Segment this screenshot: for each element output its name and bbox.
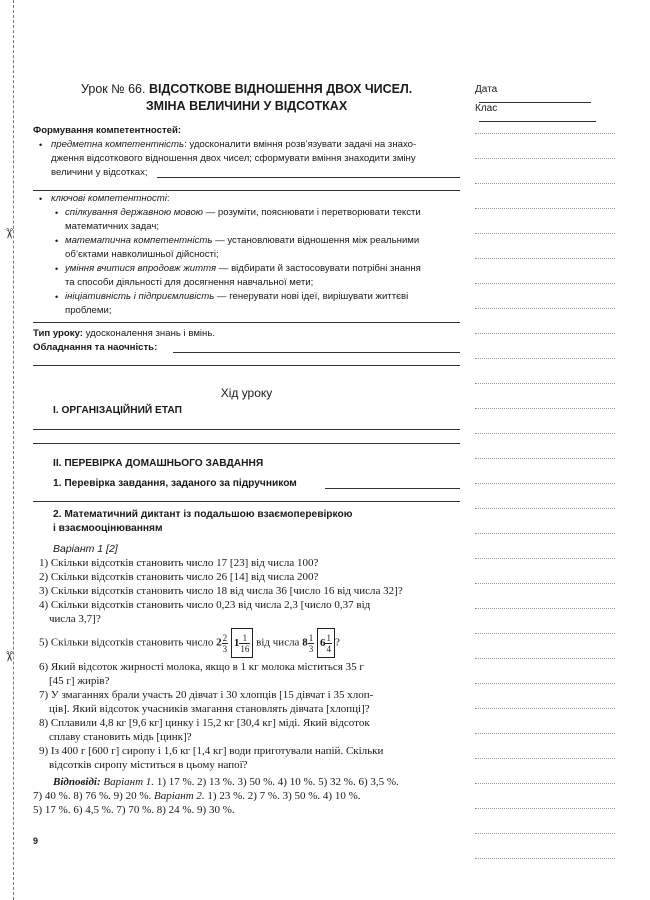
note-line <box>475 808 615 809</box>
answers-text: 1) 17 %. 2) 13 %. 3) 50 %. 4) 10 %. 5) 32 %. 6) 3,5 %. <box>154 776 399 788</box>
fraction-numerator: 1 <box>326 632 331 643</box>
fraction-numerator: 1 <box>308 632 314 643</box>
note-line <box>475 333 615 334</box>
bracket-alt-value <box>317 628 335 658</box>
subject-competency <box>51 138 461 152</box>
lesson-type-label: Тип уроку: <box>33 328 83 339</box>
answers-line3: 5) 17 %. 6) 4,5 %. 7) 70 %. 8) 24 %. 9) 30 %. <box>33 804 235 816</box>
key-competency-item <box>65 234 419 248</box>
note-line <box>475 508 615 509</box>
page-number: 9 <box>33 836 39 846</box>
fill-line <box>33 429 460 430</box>
fraction-numerator: 1 <box>239 633 250 644</box>
fraction-numerator: 2 <box>222 632 228 643</box>
note-line <box>475 158 615 159</box>
note-line <box>475 408 615 409</box>
answers-label: Відповіді: <box>53 776 101 788</box>
section-homework-check: ІІ. ПЕРЕВІРКА ДОМАШНЬОГО ЗАВДАННЯ <box>53 458 264 469</box>
subject-competency-line3: величини у відсотках; <box>51 167 148 178</box>
dictation-question-cont: [45 г] жирів? <box>49 675 110 687</box>
key-competency-label: уміння вчитися впродовж життя <box>65 263 217 274</box>
key-competency-text: — відбирати й застосовувати потрібні знання <box>216 263 421 274</box>
note-line <box>475 283 615 284</box>
note-line <box>475 258 615 259</box>
answers-text: 1) 23 %. 2) 7 %. 3) 50 %. 4) 10 %. <box>204 790 361 802</box>
fill-line <box>325 488 460 489</box>
fill-line <box>157 177 460 178</box>
mixed-number-whole: 8 <box>302 636 308 649</box>
key-competency-text: проблеми; <box>65 305 112 316</box>
fill-line <box>33 443 460 444</box>
dictation-question-fractions <box>39 628 461 658</box>
fraction <box>325 633 332 654</box>
key-competencies-label: ключові компетентності <box>51 193 167 204</box>
question-text: ? <box>334 636 340 649</box>
fill-line <box>33 322 460 323</box>
bullet-icon: • <box>55 236 59 246</box>
key-competency-label: спілкування державною мовою <box>65 207 203 218</box>
bullet-icon: • <box>39 140 43 150</box>
dictation-question: 7) У змаганнях брали участь 20 дівчат і 30 хлопців [15 дівчат і 35 хлоп- <box>39 689 374 701</box>
equipment-label: Обладнання та наочність: <box>33 342 158 353</box>
class-field <box>475 103 615 125</box>
lesson-type <box>33 327 215 341</box>
dictation-question: 8) Сплавили 4,8 кг [9,6 кг] цинку і 15,2 кг [30,4 кг] міді. Який відсоток <box>39 717 370 729</box>
dictation-question-cont: ців]. Який відсоток учасників змагання становлять дівчата [хлопці]? <box>49 703 370 715</box>
cut-line <box>13 0 14 900</box>
mixed-number-whole: 6 <box>319 637 326 649</box>
note-line <box>475 458 615 459</box>
task-dictation-line2: і взаємооцінюванням <box>53 523 163 534</box>
dictation-question-cont: числа 3,7]? <box>49 613 101 625</box>
class-line <box>479 121 596 122</box>
task-textbook-check: 1. Перевірка завдання, заданого за підручником <box>53 478 297 489</box>
fraction <box>239 633 250 654</box>
lesson-number: Урок № 66. <box>81 82 146 96</box>
note-line <box>475 383 615 384</box>
lesson-type-value: удосконалення знань і вмінь. <box>83 328 216 339</box>
question-text: від числа <box>256 636 303 649</box>
key-competency-text: — генерувати нові ідеї, вирішувати життєві <box>214 291 409 302</box>
bullet-icon: • <box>55 264 59 274</box>
answers-line2 <box>33 789 461 804</box>
note-line <box>475 783 615 784</box>
fraction-denominator: 16 <box>240 643 250 654</box>
bracket-alt-value <box>231 628 254 658</box>
key-competency-item <box>65 206 421 220</box>
key-competency-item <box>65 262 421 276</box>
bullet-icon: • <box>55 292 59 302</box>
fill-line <box>33 365 460 366</box>
question-text: 5) Скільки відсотків становить число <box>39 636 217 649</box>
fill-line <box>33 190 460 191</box>
date-label: Дата <box>475 84 498 95</box>
key-competency-text: об’єктами навколишньої дійсності; <box>65 249 219 260</box>
note-line <box>475 133 615 134</box>
fraction-denominator: 4 <box>326 643 331 654</box>
note-line <box>475 583 615 584</box>
key-competencies-colon: : <box>166 193 170 204</box>
lesson-title-line1: ВІДСОТКОВЕ ВІДНОШЕННЯ ДВОХ ЧИСЕЛ. <box>148 82 413 96</box>
note-line <box>475 708 615 709</box>
dictation-question-cont: сплаву становить мідь [цинк]? <box>49 731 192 743</box>
subject-competency-line1: : удосконалити вміння розв’язувати задачі на знахо- <box>184 139 417 150</box>
note-line <box>475 183 615 184</box>
key-competency-text: — установлювати відношення між реальними <box>212 235 420 246</box>
subject-competency-line2: дження відсоткового відношення двох чисел; сформувати вміння знаходити зміну <box>51 153 416 164</box>
fill-line <box>173 352 460 353</box>
dictation-question: 2) Скільки відсотків становить число 26 [14] від числа 200? <box>39 571 319 583</box>
variant1-label: Варіант 1. <box>100 776 155 788</box>
note-line <box>475 208 615 209</box>
answers-text: 7) 40 %. 8) 76 %. 9) 20 %. <box>33 790 154 802</box>
note-line <box>475 833 615 834</box>
note-line <box>475 483 615 484</box>
course-heading: Хід уроку <box>220 386 273 400</box>
fraction <box>222 633 229 654</box>
note-line <box>475 433 615 434</box>
fraction-denominator: 3 <box>308 643 314 654</box>
key-competency-text: математичних задач; <box>65 221 160 232</box>
note-line <box>475 558 615 559</box>
class-label: Клас <box>475 103 498 114</box>
note-line <box>475 858 615 859</box>
key-competency-text: — розуміти, пояснювати і перетворювати тексти <box>203 207 421 218</box>
fraction <box>308 633 315 654</box>
note-line <box>475 608 615 609</box>
key-competency-label: математична компетентність <box>65 235 213 246</box>
note-line <box>475 633 615 634</box>
bullet-icon: • <box>55 208 59 218</box>
note-line <box>475 758 615 759</box>
key-competency-text: та способи діяльності для досягнення навчальної мети; <box>65 277 314 288</box>
lesson-title <box>81 82 412 96</box>
key-competency-label: ініціативність і підприємливість <box>65 291 215 302</box>
scissors-icon: ✂ <box>1 650 18 663</box>
variant-label: Варіант 1 [2] <box>53 543 118 555</box>
key-competencies-heading <box>51 192 170 206</box>
dictation-question: 1) Скільки відсотків становить число 17 [23] від числа 100? <box>39 557 319 569</box>
note-line <box>475 233 615 234</box>
dictation-question: 4) Скільки відсотків становить число 0,23 від числа 2,3 [число 0,37 від <box>39 599 371 611</box>
note-line <box>475 733 615 734</box>
dictation-question: 3) Скільки відсотків становить число 18 від числа 36 [число 16 від числа 32]? <box>39 585 403 597</box>
fraction-denominator: 3 <box>222 643 228 654</box>
bullet-icon: • <box>39 194 43 204</box>
mixed-number-whole: 1 <box>233 637 240 649</box>
section-organizational: І. ОРГАНІЗАЦІЙНИЙ ЕТАП <box>53 405 182 416</box>
answers-line1 <box>53 775 461 790</box>
task-dictation-line1: 2. Математичний диктант із подальшою взаємоперевіркою <box>53 509 353 520</box>
fill-line <box>33 501 460 502</box>
subject-competency-label: предметна компетентність <box>51 139 185 150</box>
key-competency-item <box>65 290 408 304</box>
note-line <box>475 358 615 359</box>
dictation-question: 9) Із 400 г [600 г] сиропу і 1,6 кг [1,4 кг] води приготували напій. Скільки <box>39 745 384 757</box>
competencies-heading: Формування компетентностей: <box>33 125 182 136</box>
note-line <box>475 533 615 534</box>
note-line <box>475 308 615 309</box>
note-line <box>475 683 615 684</box>
note-line <box>475 658 615 659</box>
dictation-question-cont: відсотків сиропу міститься в цьому напої? <box>49 759 248 771</box>
dictation-question: 6) Який відсоток жирності молока, якщо в 1 кг молока міститься 35 г <box>39 661 364 673</box>
scissors-icon: ✂ <box>1 227 18 240</box>
lesson-title-line2: ЗМІНА ВЕЛИЧИНИ У ВІДСОТКАХ <box>145 99 348 113</box>
variant2-label: Варіант 2. <box>153 790 205 802</box>
mixed-number-whole: 2 <box>216 636 222 649</box>
